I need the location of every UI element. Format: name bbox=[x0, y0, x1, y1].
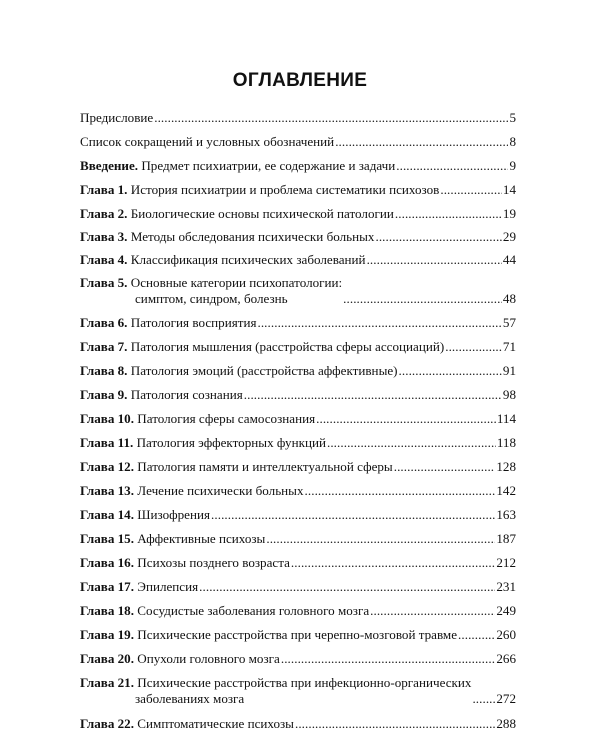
toc-entry-title: Методы обследования психически больных bbox=[130, 229, 375, 244]
toc-entry-page-number: 163 bbox=[496, 507, 516, 522]
toc-entry-prefix: Глава 5. bbox=[80, 275, 128, 290]
dot-leader bbox=[399, 363, 502, 379]
toc-entry-title: Лечение психически больных bbox=[137, 483, 304, 498]
toc-entry[interactable] bbox=[80, 555, 516, 571]
dot-leader bbox=[370, 603, 495, 619]
dot-leader bbox=[395, 206, 502, 222]
dot-leader bbox=[295, 716, 495, 732]
toc-entry-prefix: Глава 14. bbox=[80, 507, 135, 522]
toc-entry-page-number: 8 bbox=[509, 134, 516, 149]
toc-entry-page-number: 48 bbox=[502, 291, 516, 306]
toc-entry-title: Психические расстройства при инфекционно-органических bbox=[137, 675, 472, 690]
dot-leader bbox=[343, 291, 502, 307]
toc-entry-title: Психозы позднего возраста bbox=[137, 555, 290, 570]
toc-entry-page-number: 9 bbox=[509, 158, 516, 173]
toc-entry[interactable] bbox=[80, 387, 516, 403]
toc-entry-prefix: Глава 2. bbox=[80, 206, 128, 221]
toc-entry[interactable] bbox=[80, 206, 516, 222]
toc-entry-prefix: Глава 12. bbox=[80, 459, 135, 474]
toc-entry-title-continuation: заболеваниях мозга bbox=[135, 691, 245, 706]
toc-entry-title: Классификация психических заболеваний bbox=[130, 252, 366, 267]
toc-entry-title: Опухоли головного мозга bbox=[137, 651, 280, 666]
dot-leader bbox=[367, 252, 502, 268]
dot-leader bbox=[458, 627, 495, 643]
dot-leader bbox=[472, 691, 495, 707]
toc-entry-title: Патология эффекторных функций bbox=[136, 435, 326, 450]
toc-entry-title: Сосудистые заболевания головного мозга bbox=[137, 603, 370, 618]
dot-leader bbox=[305, 483, 496, 499]
toc-entry[interactable] bbox=[80, 627, 516, 643]
toc-entry[interactable] bbox=[80, 411, 516, 427]
toc-entry-page-number: 71 bbox=[502, 339, 516, 354]
toc-entry-page-number: 98 bbox=[502, 387, 516, 402]
toc-entry[interactable] bbox=[80, 507, 516, 523]
toc-entry-page-number: 212 bbox=[496, 555, 516, 570]
dot-leader bbox=[327, 435, 496, 451]
toc-entry-page-number: 288 bbox=[496, 716, 516, 731]
toc-entry[interactable] bbox=[80, 339, 516, 355]
dot-leader bbox=[440, 182, 502, 198]
toc-entry-title: Симптоматические психозы bbox=[137, 716, 294, 731]
toc-entry[interactable] bbox=[80, 603, 516, 619]
toc-entry-page-number: 266 bbox=[496, 651, 516, 666]
toc-entry-page-number: 19 bbox=[502, 206, 516, 221]
toc-entry-title: Основные категории психопатологии: bbox=[130, 275, 343, 290]
page-title: ОГЛАВЛЕНИЕ bbox=[232, 70, 368, 91]
dot-leader bbox=[154, 110, 508, 126]
toc-entry-prefix: Глава 13. bbox=[80, 483, 135, 498]
toc-entry-title: История психиатрии и проблема систематики психозов bbox=[130, 182, 440, 197]
dot-leader bbox=[291, 555, 495, 571]
toc-entry-prefix: Глава 11. bbox=[80, 435, 134, 450]
toc-entry[interactable] bbox=[80, 579, 516, 595]
toc-entry[interactable] bbox=[80, 158, 516, 174]
toc-entry[interactable] bbox=[80, 716, 516, 732]
dot-leader bbox=[266, 531, 495, 547]
toc-entry-title: Эпилепсия bbox=[137, 579, 199, 594]
toc-entry-prefix: Глава 19. bbox=[80, 627, 135, 642]
toc-entry-prefix: Глава 9. bbox=[80, 387, 128, 402]
toc-entry-page-number: 142 bbox=[496, 483, 516, 498]
toc-entry-prefix: Глава 7. bbox=[80, 339, 128, 354]
toc-entry-prefix: Глава 16. bbox=[80, 555, 135, 570]
toc-entry-page-number: 5 bbox=[509, 110, 516, 125]
toc-entry-title: Биологические основы психической патологии bbox=[130, 206, 394, 221]
toc-entry-prefix: Глава 15. bbox=[80, 531, 135, 546]
toc-entry-page-number: 114 bbox=[496, 411, 516, 426]
toc-entry-prefix: Глава 18. bbox=[80, 603, 135, 618]
toc-entry[interactable] bbox=[80, 229, 516, 245]
toc-entry[interactable] bbox=[80, 134, 516, 150]
toc-entry-page-number: 272 bbox=[496, 691, 516, 706]
toc-entry[interactable] bbox=[80, 182, 516, 198]
toc-entry-page-number: 231 bbox=[496, 579, 516, 594]
toc-entry[interactable] bbox=[80, 275, 516, 307]
toc-entry-prefix: Глава 17. bbox=[80, 579, 135, 594]
toc-entry-prefix: Глава 8. bbox=[80, 363, 128, 378]
toc-entry-title: Патология памяти и интеллектуальной сферы bbox=[137, 459, 393, 474]
toc-entry-title: Шизофрения bbox=[137, 507, 211, 522]
toc-entry-title: Психические расстройства при черепно-мозговой травме bbox=[137, 627, 458, 642]
toc-entry-prefix: Введение. bbox=[80, 158, 139, 173]
toc-entry-page-number: 14 bbox=[502, 182, 516, 197]
toc-entry-title: Патология сознания bbox=[130, 387, 243, 402]
toc-entry[interactable] bbox=[80, 483, 516, 499]
toc-entry-title: Предмет психиатрии, ее содержание и задачи bbox=[141, 158, 396, 173]
dot-leader bbox=[396, 158, 508, 174]
toc-entry-title: Аффективные психозы bbox=[137, 531, 266, 546]
toc-entry-prefix: Глава 6. bbox=[80, 315, 128, 330]
toc-entry-page-number: 249 bbox=[496, 603, 516, 618]
dot-leader bbox=[316, 411, 496, 427]
toc-entry-page-number: 260 bbox=[496, 627, 516, 642]
toc-entry-page-number: 128 bbox=[496, 459, 516, 474]
toc-entry-title: Патология мышления (расстройства сферы ассоциаций) bbox=[130, 339, 445, 354]
toc-entry-title: Патология эмоций (расстройства аффективные) bbox=[130, 363, 398, 378]
toc-entry-prefix: Глава 21. bbox=[80, 675, 135, 690]
dot-leader bbox=[335, 134, 508, 150]
toc-entry-page-number: 29 bbox=[502, 229, 516, 244]
toc-entry[interactable] bbox=[80, 651, 516, 667]
toc-entry-title-continuation: симптом, синдром, болезнь bbox=[135, 291, 288, 306]
dot-leader bbox=[244, 387, 502, 403]
toc-entry[interactable] bbox=[80, 531, 516, 547]
toc-entry[interactable] bbox=[80, 459, 516, 475]
toc-entry[interactable] bbox=[80, 315, 516, 331]
toc-entry-page-number: 187 bbox=[496, 531, 516, 546]
dot-leader bbox=[211, 507, 495, 523]
toc-entry[interactable] bbox=[80, 435, 516, 451]
toc-entry-page-number: 118 bbox=[496, 435, 516, 450]
toc-entry-prefix: Глава 22. bbox=[80, 716, 135, 731]
toc-entry-title: Патология сферы самосознания bbox=[137, 411, 316, 426]
toc-entry-title: Патология восприятия bbox=[130, 315, 257, 330]
dot-leader bbox=[375, 229, 501, 245]
toc-entry[interactable] bbox=[80, 110, 516, 126]
toc-entry-prefix: Глава 1. bbox=[80, 182, 128, 197]
dot-leader bbox=[445, 339, 502, 355]
toc-entry-title: Список сокращений и условных обозначений bbox=[80, 134, 335, 149]
toc-entry[interactable] bbox=[80, 363, 516, 379]
toc-entry[interactable] bbox=[80, 252, 516, 268]
toc-entry[interactable] bbox=[80, 675, 516, 707]
toc-entry-prefix: Глава 4. bbox=[80, 252, 128, 267]
toc-entry-page-number: 44 bbox=[502, 252, 516, 267]
dot-leader bbox=[257, 315, 501, 331]
toc-entry-page-number: 57 bbox=[502, 315, 516, 330]
toc-entry-prefix: Глава 3. bbox=[80, 229, 128, 244]
dot-leader bbox=[199, 579, 495, 595]
toc-entry-page-number: 91 bbox=[502, 363, 516, 378]
toc-entry-prefix: Глава 20. bbox=[80, 651, 135, 666]
dot-leader bbox=[394, 459, 496, 475]
dot-leader bbox=[281, 651, 496, 667]
toc-entry-prefix: Глава 10. bbox=[80, 411, 135, 426]
toc-entry-title: Предисловие bbox=[80, 110, 154, 125]
